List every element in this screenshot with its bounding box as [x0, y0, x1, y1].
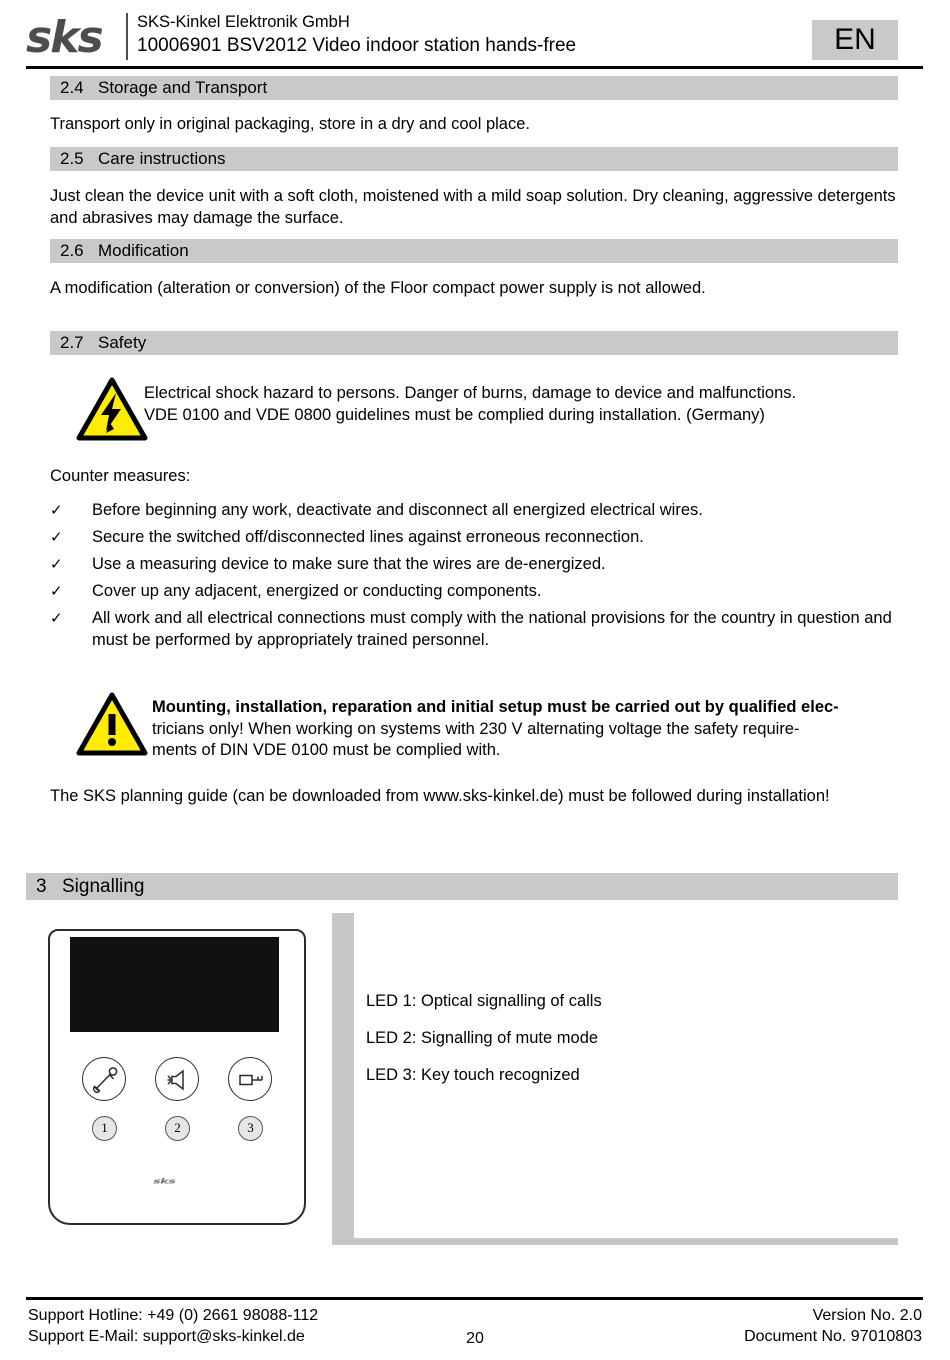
language-badge: EN: [812, 20, 898, 60]
checkmark-icon: ✓: [50, 556, 63, 573]
electrician-warning-line-2: tricians only! When working on systems with 230 V alternating voltage the safety require-: [152, 719, 800, 738]
electrician-warning-text: [152, 697, 914, 762]
device-screen: [70, 937, 279, 1032]
electrical-shock-warning-text: [144, 383, 914, 426]
page-header: [0, 0, 950, 70]
heading-title: Safety: [98, 333, 147, 352]
led-legend-item: LED 3: Key touch recognized: [366, 1066, 580, 1084]
heading-storage-and-transport: [50, 76, 898, 100]
product-title: 10006901 BSV2012 Video indoor station hands-free: [137, 35, 577, 56]
company-name: SKS-Kinkel Elektronik GmbH: [137, 13, 350, 31]
door-opener-key-icon: [229, 1058, 273, 1102]
heading-number: 2.5: [60, 149, 84, 168]
heading-signalling: [26, 873, 898, 900]
shock-warning-line-1: Electrical shock hazard to persons. Danger of burns, damage to device and malfunctions.: [144, 384, 797, 402]
telephone-handset-button[interactable]: [82, 1057, 126, 1101]
heading-safety: [50, 331, 898, 355]
counter-measure-item: [50, 527, 910, 549]
paragraph-storage-and-transport: Transport only in original packaging, store in a dry and cool place.: [50, 115, 530, 133]
counter-measure-item: [50, 554, 910, 576]
footer-page-number: 20: [466, 1330, 484, 1347]
heading-number: 2.4: [60, 78, 84, 97]
counter-measure-text: All work and all electrical connections must comply with the national provisions for the country in question and must be performed by appropriately trained personnel.: [92, 609, 892, 649]
electrical-hazard-triangle-icon: [76, 377, 148, 441]
paragraph-modification: A modification (alteration or conversion) of the Floor compact power supply is not allowed.: [50, 279, 706, 297]
mute-speaker-button[interactable]: [155, 1057, 199, 1101]
led-legend-item: LED 1: Optical signalling of calls: [366, 992, 602, 1010]
callout-number-1: 1: [92, 1116, 117, 1141]
logo-divider: [126, 13, 128, 60]
heading-title: Care instructions: [98, 149, 226, 168]
general-warning-triangle-icon: [76, 692, 148, 756]
footer-email: Support E-Mail: support@sks-kinkel.de: [28, 1328, 305, 1345]
heading-title: Storage and Transport: [98, 78, 268, 97]
counter-measure-text: Before beginning any work, deactivate and disconnect all energized electrical wires.: [92, 501, 703, 519]
paragraph-care-instructions: Just clean the device unit with a soft cloth, moistened with a mild soap solution. Dry cleaning, aggressive detergents and abrasives may damage the surface.: [50, 187, 896, 227]
checkmark-icon: ✓: [50, 502, 63, 519]
figure-vertical-bar: [332, 913, 354, 1245]
device-sks-logo: sks: [153, 1177, 176, 1186]
counter-measure-item: [50, 608, 910, 651]
callout-number-2: 2: [165, 1116, 190, 1141]
telephone-handset-icon: [83, 1058, 127, 1102]
footer-hotline: Support Hotline: +49 (0) 2661 98088-112: [28, 1307, 319, 1324]
speaker-mute-icon: [156, 1058, 200, 1102]
led-legend-item: LED 2: Signalling of mute mode: [366, 1029, 599, 1047]
heading-number: 2.6: [60, 241, 84, 260]
counter-measure-text: Use a measuring device to make sure that the wires are de-energized.: [92, 555, 606, 573]
planning-guide-note: The SKS planning guide (can be downloaded from www.sks-kinkel.de) must be followed during installation!: [50, 787, 830, 805]
footer-rule: [26, 1297, 923, 1300]
heading-title: Signalling: [62, 876, 145, 897]
heading-modification: [50, 239, 898, 263]
footer-document-number: Document No. 97010803: [744, 1328, 922, 1345]
door-opener-button[interactable]: [228, 1057, 272, 1101]
sks-logo: sks: [26, 12, 102, 63]
callout-number-3: 3: [238, 1116, 263, 1141]
checkmark-icon: ✓: [50, 610, 63, 627]
counter-measure-text: Cover up any adjacent, energized or conducting components.: [92, 582, 542, 600]
shock-warning-line-2: VDE 0100 and VDE 0800 guidelines must be complied during installation. (Germany): [144, 405, 765, 424]
indoor-station-device-illustration: [48, 929, 306, 1225]
counter-measure-item: [50, 500, 910, 522]
heading-title: Modification: [98, 241, 189, 260]
heading-care-instructions: [50, 147, 898, 171]
counter-measure-text: Secure the switched off/disconnected lines against erroneous reconnection.: [92, 528, 644, 546]
counter-measure-item: [50, 581, 910, 603]
electrician-warning-line-3: ments of DIN VDE 0100 must be complied with.: [152, 741, 501, 759]
checkmark-icon: ✓: [50, 583, 63, 600]
heading-number: 2.7: [60, 333, 84, 352]
electrician-warning-bold: Mounting, installation, reparation and initial setup must be carried out by qualified elec-: [152, 698, 839, 716]
footer-version: Version No. 2.0: [812, 1307, 922, 1324]
figure-horizontal-bar: [332, 1238, 898, 1245]
heading-number: 3: [36, 876, 47, 897]
counter-measures-label: Counter measures:: [50, 467, 191, 485]
header-rule: [26, 66, 923, 69]
checkmark-icon: ✓: [50, 529, 63, 546]
